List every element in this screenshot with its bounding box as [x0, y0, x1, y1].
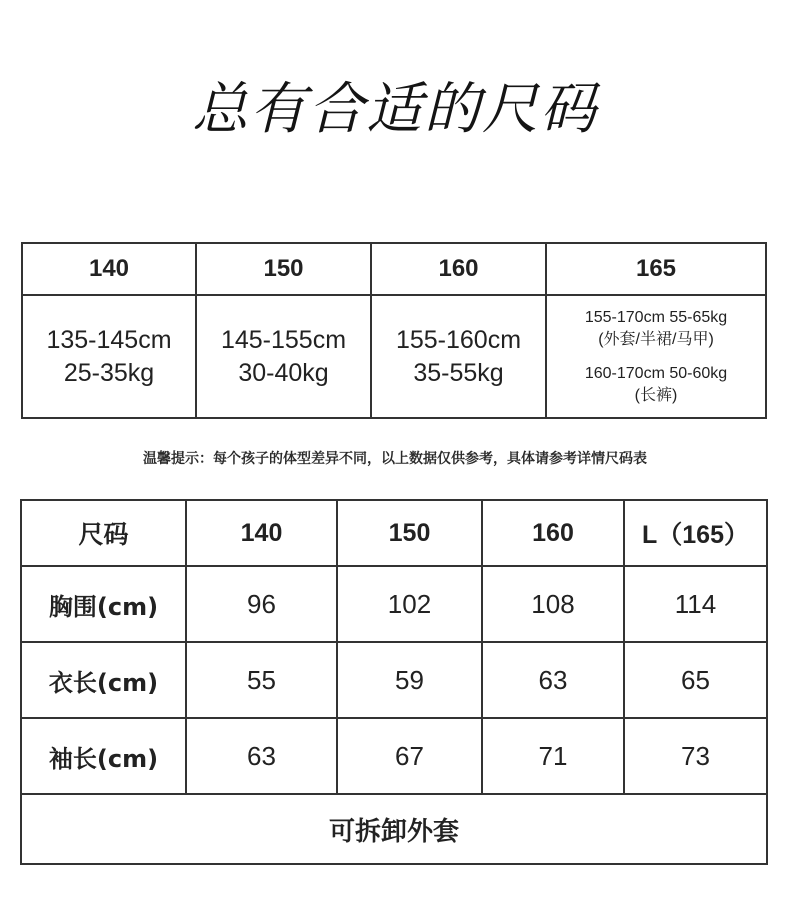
table-row: [21, 566, 767, 642]
size-chart-table: [20, 499, 768, 865]
garment-note: (长裤): [634, 386, 678, 404]
measurement-cell: 96: [186, 566, 337, 642]
height-weight-range: 160-170cm 50-60kg: [584, 364, 728, 382]
row-label: 胸围(cm): [21, 566, 186, 642]
measurement-cell: 73: [624, 718, 767, 794]
weight-range: 30-40kg: [238, 358, 329, 387]
weight-range: 25-35kg: [63, 358, 155, 387]
reference-header-cell: 160: [371, 243, 546, 295]
reference-cell: [546, 295, 766, 418]
height-weight-range: 155-170cm 55-65kg: [584, 308, 728, 326]
footer-note: 可拆卸外套: [21, 794, 767, 864]
reference-header-cell: 150: [196, 243, 371, 295]
measurement-cell: 108: [482, 566, 624, 642]
measurement-cell: 114: [624, 566, 767, 642]
reference-cell: [22, 295, 196, 418]
spacer: [547, 351, 765, 363]
garment-note: (外套/半裙/马甲): [598, 330, 714, 348]
measurement-cell: 65: [624, 642, 767, 718]
measurement-cell: 71: [482, 718, 624, 794]
measurement-cell: 59: [337, 642, 482, 718]
reference-cell: [196, 295, 371, 418]
measurement-cell: 102: [337, 566, 482, 642]
reference-header-row: [22, 243, 766, 295]
measurement-cell: 63: [186, 718, 337, 794]
measurement-cell: 55: [186, 642, 337, 718]
height-range: 155-160cm: [395, 325, 522, 354]
size-header-cell: 140: [186, 500, 337, 566]
row-label: 袖长(cm): [21, 718, 186, 794]
measurement-cell: 63: [482, 642, 624, 718]
size-header-row: [21, 500, 767, 566]
footer-row: [21, 794, 767, 864]
reference-header-cell: 165: [546, 243, 766, 295]
size-header-cell: 150: [337, 500, 482, 566]
table-row: [21, 718, 767, 794]
table-row: [21, 642, 767, 718]
weight-range: 35-55kg: [413, 358, 504, 387]
size-reference-table: [21, 242, 767, 419]
height-range: 145-155cm: [220, 325, 347, 354]
reference-cell: [371, 295, 546, 418]
size-header-cell: 尺码: [21, 500, 186, 566]
size-header-cell: 160: [482, 500, 624, 566]
reference-body-row: [22, 295, 766, 418]
size-header-cell: L（165）: [624, 500, 767, 566]
page-title: 总有合适的尺码: [192, 77, 598, 142]
row-label: 衣长(cm): [21, 642, 186, 718]
reference-header-cell: 140: [22, 243, 196, 295]
measurement-cell: 67: [337, 718, 482, 794]
tip-text: 温馨提示：每个孩子的体型差异不同，以上数据仅供参考，具体请参考详情尺码表: [143, 451, 647, 467]
height-range: 135-145cm: [46, 325, 172, 354]
